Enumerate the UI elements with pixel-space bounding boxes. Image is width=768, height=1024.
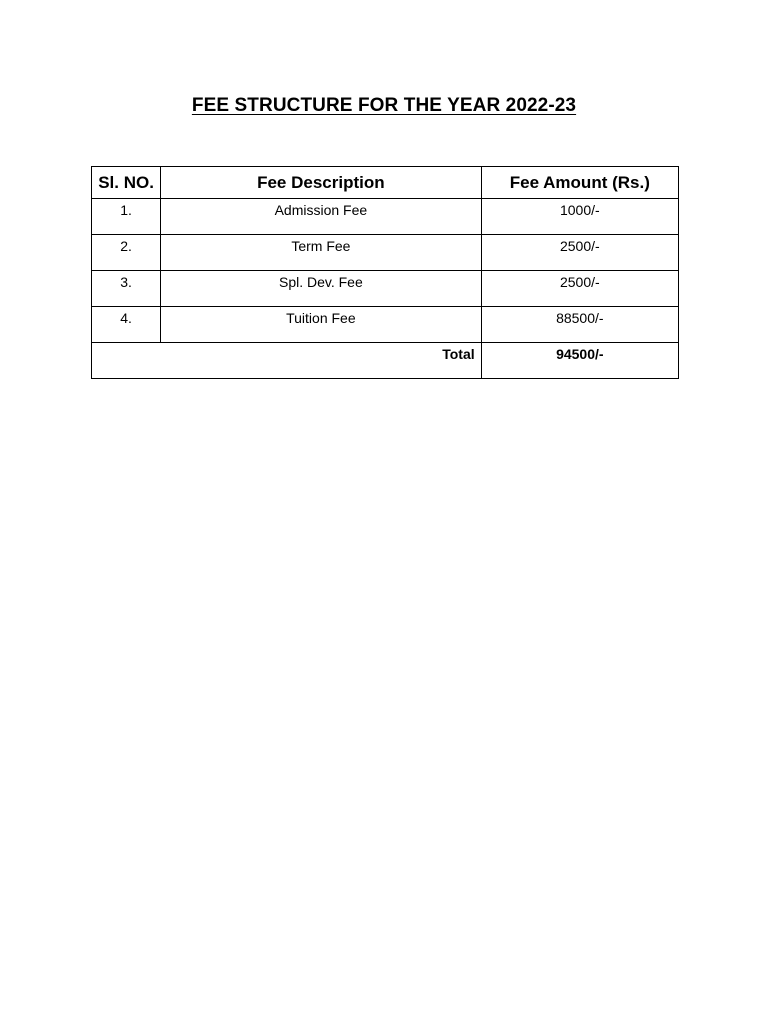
row-sl-no: 1.	[92, 199, 161, 235]
table-row	[92, 235, 679, 271]
fee-structure-table	[91, 166, 679, 379]
row-fee-description: Admission Fee	[161, 199, 482, 235]
row-fee-amount: 2500/-	[481, 271, 678, 307]
document-title: FEE STRUCTURE FOR THE YEAR 2022-23	[191, 95, 577, 116]
total-label: Total	[92, 343, 482, 379]
row-fee-description: Spl. Dev. Fee	[161, 271, 482, 307]
row-fee-amount: 1000/-	[481, 199, 678, 235]
header-sl-no: Sl. NO.	[92, 167, 161, 199]
header-fee-amount: Fee Amount (Rs.)	[481, 167, 678, 199]
row-fee-amount: 2500/-	[481, 235, 678, 271]
header-fee-description: Fee Description	[161, 167, 482, 199]
row-sl-no: 3.	[92, 271, 161, 307]
table-row	[92, 271, 679, 307]
table-header-row	[92, 167, 679, 199]
row-fee-description: Term Fee	[161, 235, 482, 271]
total-row	[92, 343, 679, 379]
row-sl-no: 4.	[92, 307, 161, 343]
row-fee-description: Tuition Fee	[161, 307, 482, 343]
total-amount: 94500/-	[481, 343, 678, 379]
table-row	[92, 199, 679, 235]
row-fee-amount: 88500/-	[481, 307, 678, 343]
row-sl-no: 2.	[92, 235, 161, 271]
table-row	[92, 307, 679, 343]
